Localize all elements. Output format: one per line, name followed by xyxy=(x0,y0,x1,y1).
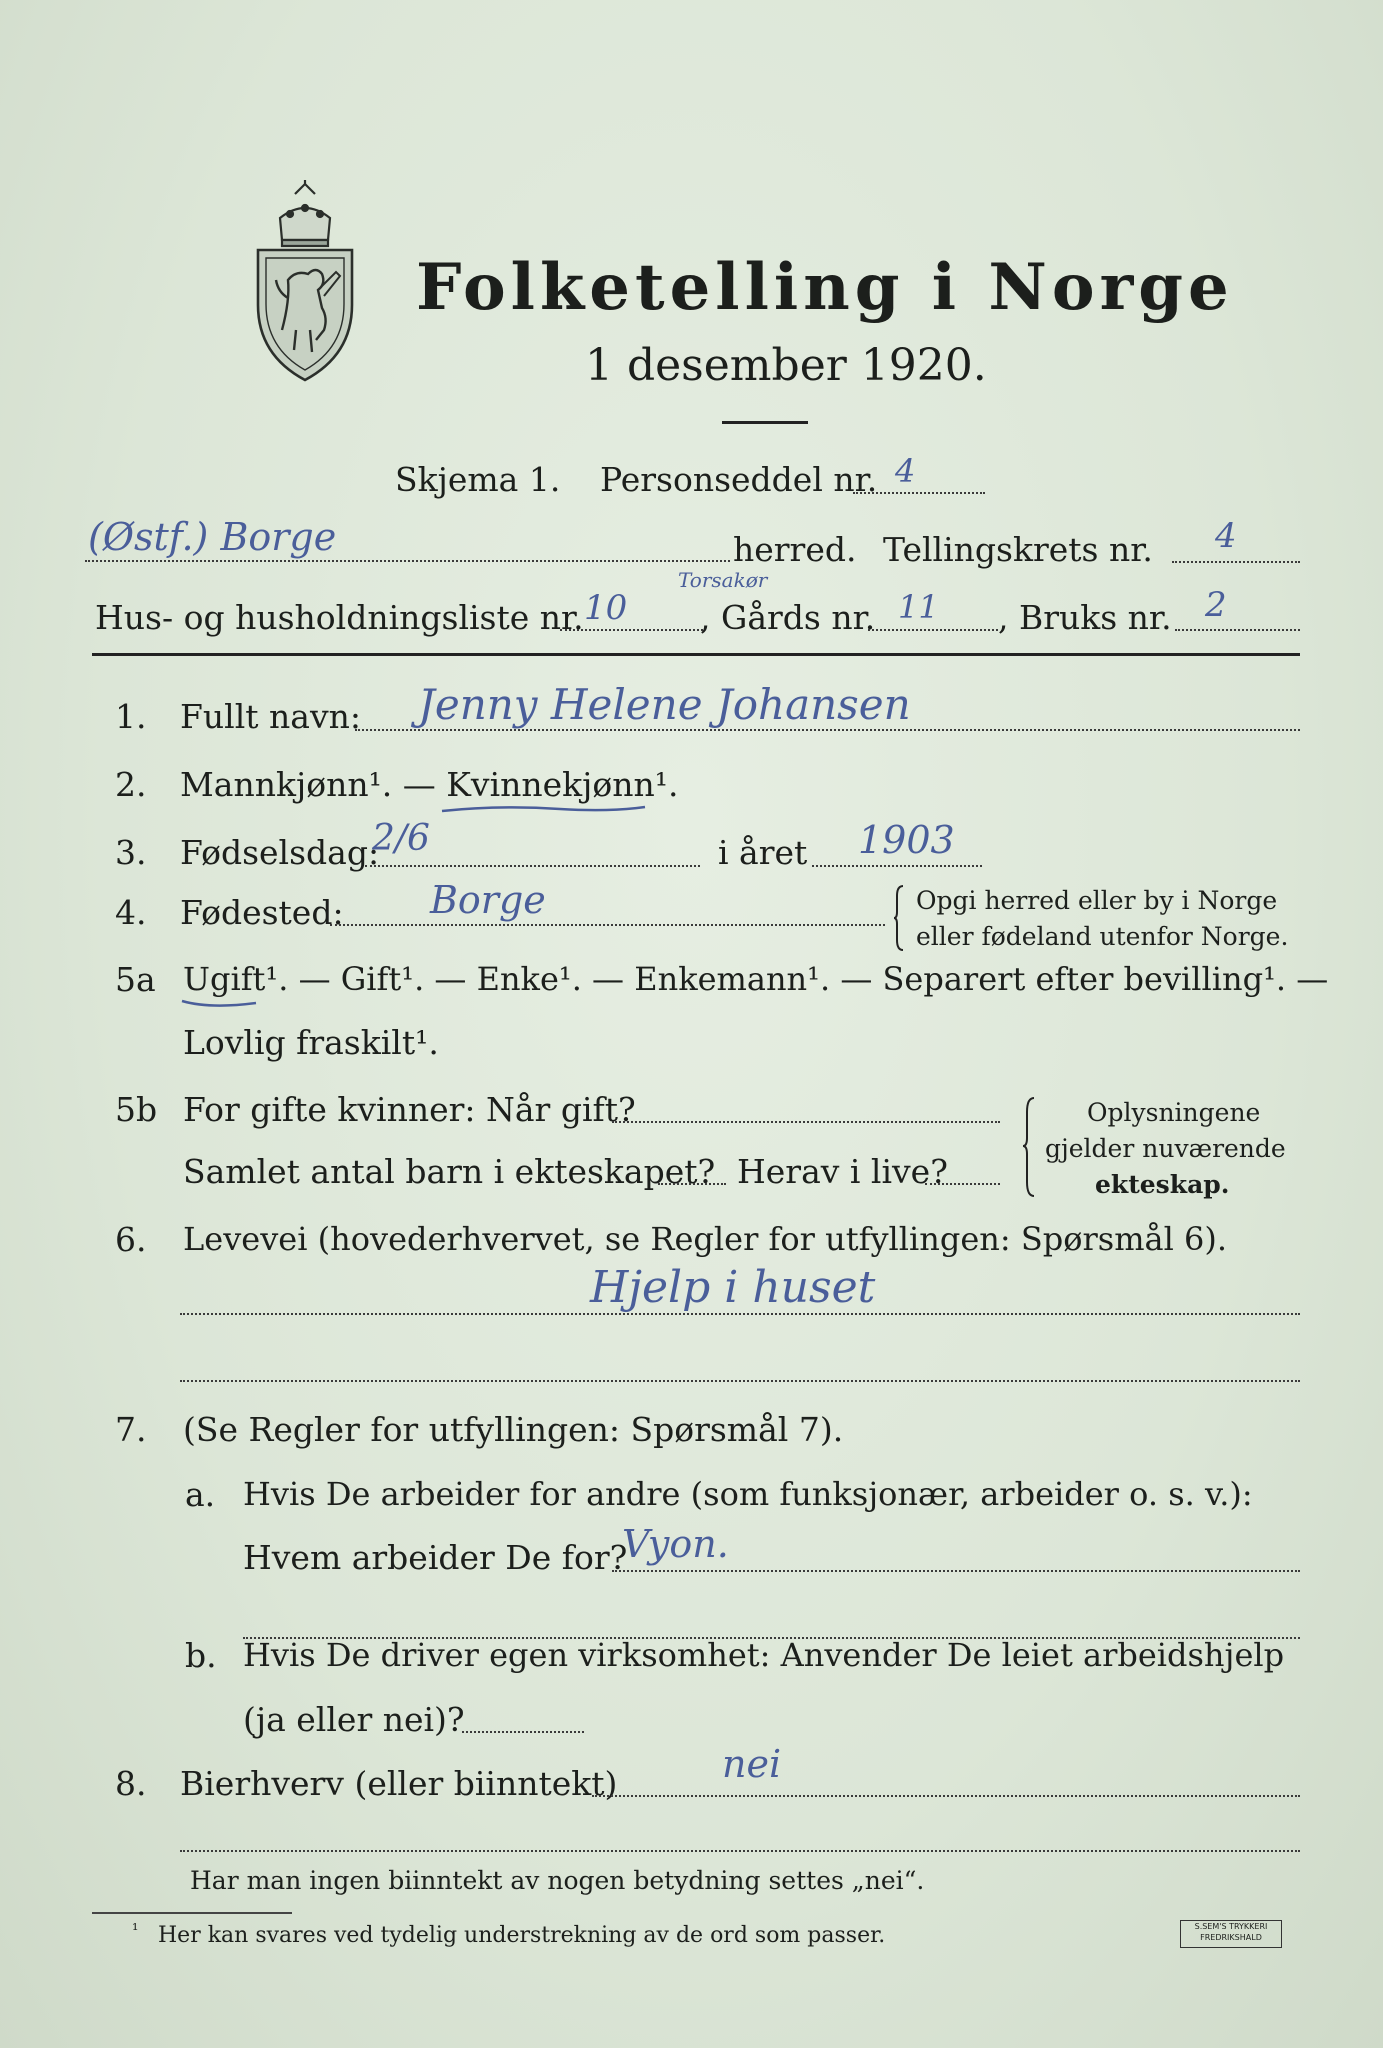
marriage-note-brace xyxy=(1022,1096,1038,1198)
marriage-note-line3: ekteskap. xyxy=(1095,1170,1230,1199)
q7a-label: Hvis De arbeider for andre (som funksjonær, arbeider o. s. v.): xyxy=(243,1475,1253,1513)
birthplace-field[interactable] xyxy=(330,924,885,926)
q7b-label: Hvis De driver egen virksomhet: Anvender De leiet arbeidshjelp xyxy=(243,1636,1285,1674)
tellingskrets-field[interactable] xyxy=(1172,561,1300,563)
occupation-value: Hjelp i huset xyxy=(590,1262,876,1313)
occupation-label: Levevei (hovederhvervet, se Regler for utfyllingen: Spørsmål 6). xyxy=(183,1220,1228,1258)
bruks-value: 2 xyxy=(1205,585,1227,625)
herred-label: herred. xyxy=(733,530,857,569)
form-title: Folketelling i Norge xyxy=(416,250,1234,325)
q3-number: 3. xyxy=(115,833,147,872)
marriage-note-line1: Oplysningene xyxy=(1087,1098,1261,1127)
year-label: i året xyxy=(718,833,808,872)
q7a-number: a. xyxy=(185,1475,216,1514)
q8-number: 8. xyxy=(115,1764,147,1803)
q7-number: 7. xyxy=(115,1410,147,1449)
side-income-value: nei xyxy=(722,1742,782,1786)
married-when-field[interactable] xyxy=(612,1121,1000,1123)
hus-value: 10 xyxy=(584,588,628,628)
personseddel-label: Personseddel nr. xyxy=(600,460,878,499)
footnote-divider xyxy=(92,1912,292,1914)
q5a-number: 5a xyxy=(115,960,156,999)
children-label: Samlet antal barn i ekteskapet? xyxy=(183,1152,716,1191)
title-divider xyxy=(722,421,808,424)
hired-help-field[interactable] xyxy=(462,1731,584,1733)
footnote-text: Her kan svares ved tydelig understrekning av de ord som passer. xyxy=(158,1923,886,1948)
q7-label: (Se Regler for utfyllingen: Spørsmål 7). xyxy=(183,1410,844,1449)
birthplace-value: Borge xyxy=(430,878,546,922)
birthplace-note-line1: Opgi herred eller by i Norge xyxy=(916,886,1278,915)
married-when-label: For gifte kvinner: Når gift? xyxy=(183,1090,636,1129)
employer-label: Hvem arbeider De for? xyxy=(243,1538,628,1577)
side-income-note: Har man ingen biinntekt av nogen betydning settes „nei“. xyxy=(190,1866,925,1895)
norwegian-coat-of-arms-icon xyxy=(250,180,360,385)
birth-year-field[interactable] xyxy=(812,865,982,867)
marital-status-options: Ugift¹. — Gift¹. — Enke¹. — Enkemann¹. — Separert efter bevilling¹. — xyxy=(183,960,1329,998)
birthday-value: 2/6 xyxy=(372,818,430,859)
q7b-number: b. xyxy=(185,1636,217,1675)
bruks-label: , Bruks nr. xyxy=(998,598,1172,637)
personseddel-value: 4 xyxy=(895,452,916,490)
gender-options: Mannkjønn¹. — Kvinnekjønn¹. xyxy=(180,765,679,804)
children-alive-field[interactable] xyxy=(925,1183,1000,1185)
side-income-field[interactable] xyxy=(592,1795,1300,1797)
q1-number: 1. xyxy=(115,697,147,736)
q6-number: 6. xyxy=(115,1220,147,1259)
q3-label: Fødselsdag: xyxy=(180,833,380,872)
gards-annotation: Torsakør xyxy=(678,568,768,592)
gender-underline-mark xyxy=(440,803,648,815)
gards-field[interactable] xyxy=(868,629,998,631)
gards-label: , Gårds nr. xyxy=(700,598,876,637)
hus-label: Hus- og husholdningsliste nr. xyxy=(95,598,584,637)
herred-field[interactable] xyxy=(85,560,730,562)
children-alive-label: Herav i live? xyxy=(737,1152,948,1191)
occupation-field[interactable] xyxy=(180,1313,1300,1315)
full-name-field[interactable] xyxy=(355,729,1300,731)
q1-label: Fullt navn: xyxy=(180,697,361,736)
employer-value: Vyon. xyxy=(622,1522,729,1566)
census-date: 1 desember 1920. xyxy=(585,340,987,391)
tellingskrets-label: Tellingskrets nr. xyxy=(883,530,1153,569)
marital-status-options-cont: Lovlig fraskilt¹. xyxy=(183,1023,439,1062)
printer-stamp-line1: S.SEM'S TRYKKERI xyxy=(1194,1922,1268,1931)
q4-number: 4. xyxy=(115,893,147,932)
side-income-field-2[interactable] xyxy=(180,1850,1300,1852)
q2-number: 2. xyxy=(115,765,147,804)
q4-label: Fødested: xyxy=(180,893,344,932)
herred-value: (Østf.) Borge xyxy=(88,515,337,559)
tellingskrets-value: 4 xyxy=(1215,516,1237,556)
hired-help-label: (ja eller nei)? xyxy=(243,1700,465,1739)
marriage-note-line2: gjelder nuværende xyxy=(1045,1134,1286,1163)
occupation-field-2[interactable] xyxy=(180,1380,1300,1382)
footnote-mark: ¹ xyxy=(132,1920,139,1939)
header-divider xyxy=(92,653,1300,656)
side-income-label: Bierhverv (eller biinntekt) xyxy=(180,1764,618,1803)
bruks-field[interactable] xyxy=(1175,629,1300,631)
full-name-value: Jenny Helene Johansen xyxy=(418,680,911,729)
marital-underline-mark xyxy=(180,997,260,1011)
employer-field[interactable] xyxy=(612,1570,1300,1572)
printer-stamp xyxy=(1180,1920,1282,1948)
birthplace-note-line2: eller fødeland utenfor Norge. xyxy=(916,922,1289,951)
personseddel-field[interactable] xyxy=(853,492,985,494)
birthday-field[interactable] xyxy=(365,865,700,867)
gards-value: 11 xyxy=(898,588,939,626)
printer-stamp-line2: FREDRIKSHALD xyxy=(1200,1933,1262,1942)
birth-year-value: 1903 xyxy=(858,818,955,862)
q5b-number: 5b xyxy=(115,1090,158,1129)
birthplace-note-brace xyxy=(893,884,907,952)
hus-field[interactable] xyxy=(560,629,703,631)
children-count-field[interactable] xyxy=(658,1183,726,1185)
schema-label: Skjema 1. xyxy=(395,460,561,499)
